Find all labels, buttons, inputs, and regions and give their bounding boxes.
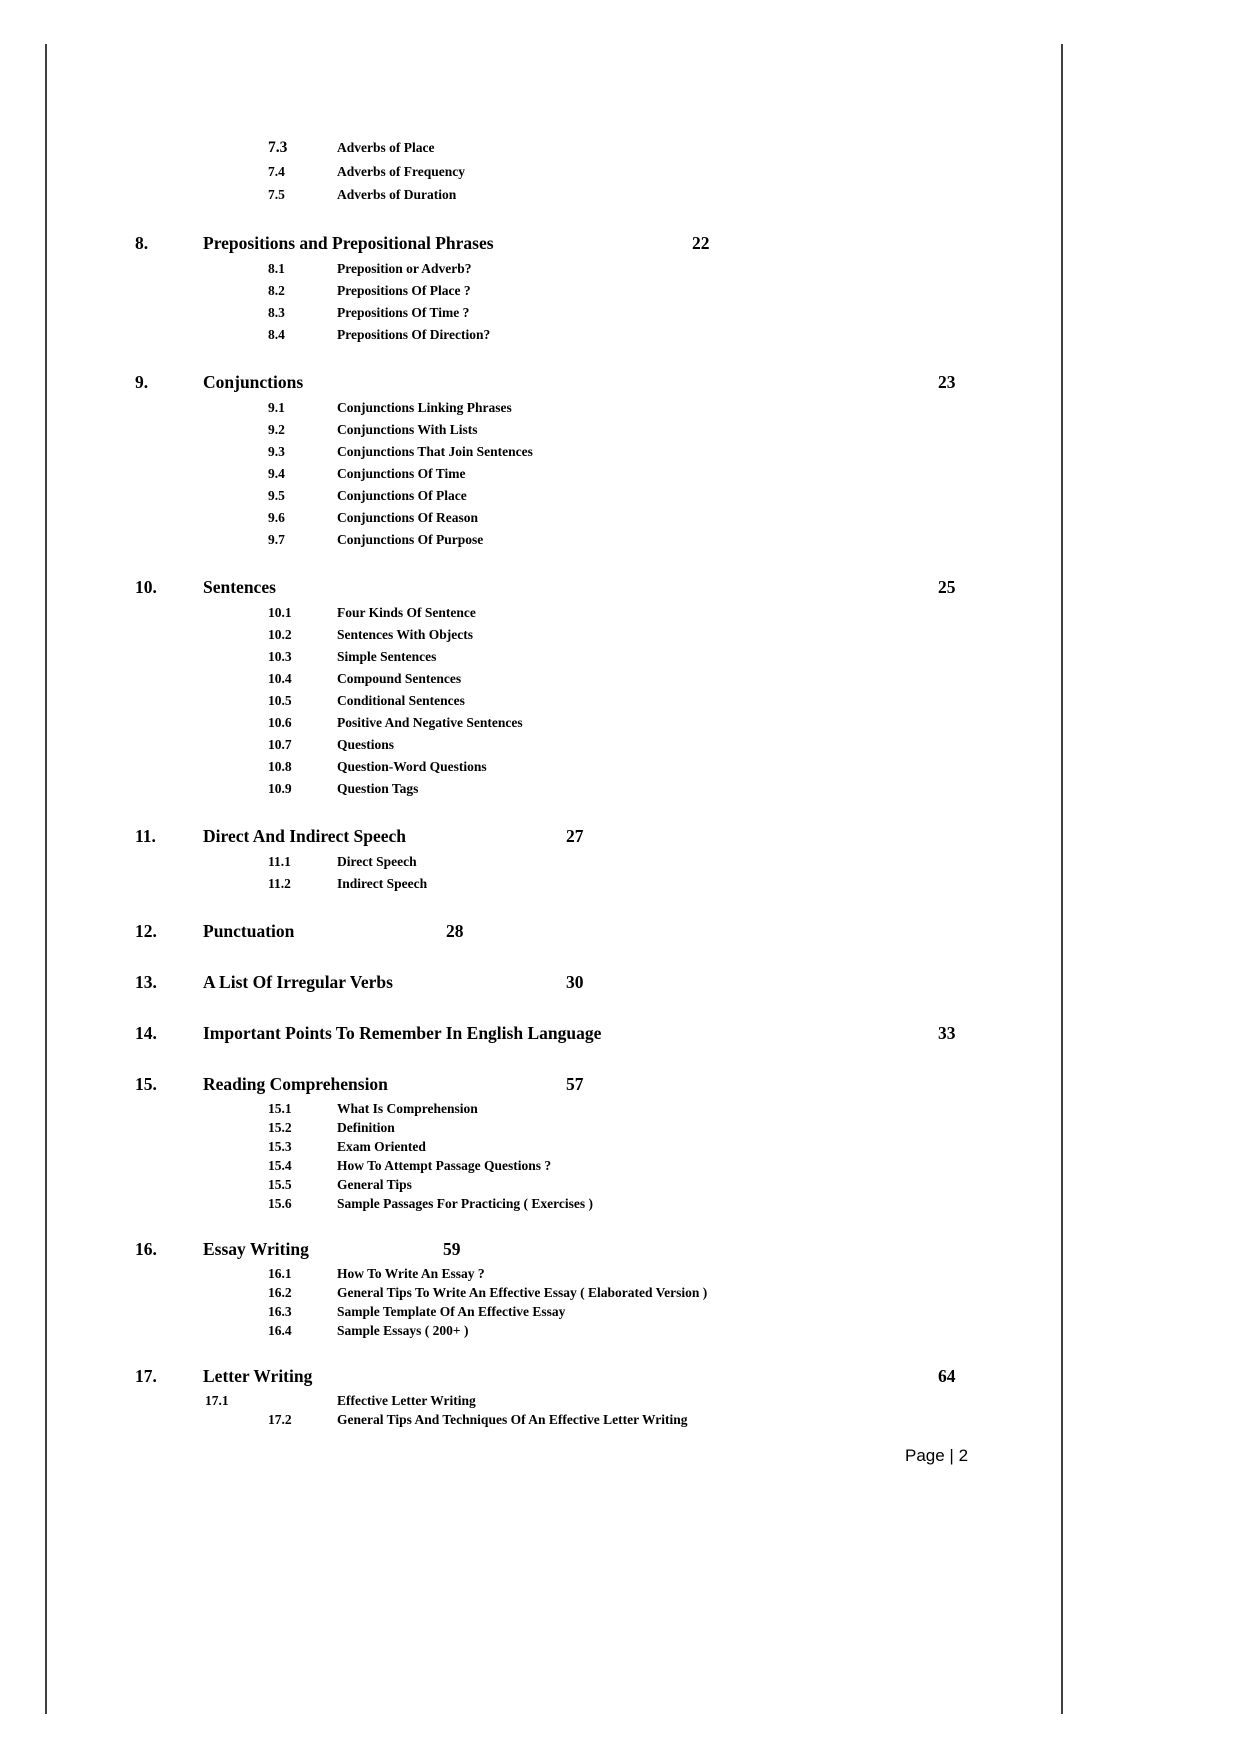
subsection-number: 10.8 [268, 758, 292, 774]
subsection-title: Conjunctions That Join Sentences [337, 443, 533, 459]
toc-section-block [135, 367, 1015, 551]
subsection-title: Sample Passages For Practicing ( Exercises ) [337, 1195, 593, 1211]
subsection-number: 9.2 [268, 421, 285, 437]
subsection-number: 8.1 [268, 260, 285, 276]
toc-subsection-row [135, 1194, 1015, 1213]
toc-subsection-row [135, 1283, 1015, 1302]
section-title: Important Points To Remember In English Language [203, 1022, 602, 1043]
subsection-title: General Tips [337, 1176, 412, 1192]
toc-section-row [135, 821, 1015, 851]
subsection-title: Conjunctions Of Place [337, 487, 467, 503]
section-page-number: 23 [938, 371, 956, 392]
toc-section-block [135, 1018, 1015, 1048]
subsection-title: Questions [337, 736, 395, 752]
section-number: 13. [135, 971, 157, 992]
subsection-number: 16.4 [268, 1322, 292, 1338]
section-title: Punctuation [203, 920, 295, 941]
toc-section-row [135, 367, 1015, 397]
toc-subsection-row [135, 690, 1015, 712]
subsection-number: 10.7 [268, 736, 292, 752]
toc-section-block [135, 821, 1015, 895]
toc-subsection-row [135, 280, 1015, 302]
subsection-title: Indirect Speech [337, 875, 428, 891]
toc-subsection-row [135, 419, 1015, 441]
toc-subsection-row [135, 397, 1015, 419]
toc-subsection-row [135, 778, 1015, 800]
section-title: Prepositions and Prepositional Phrases [203, 232, 494, 253]
subsection-title: Adverbs of Duration [337, 187, 457, 202]
section-title: Letter Writing [203, 1365, 313, 1386]
subsection-title: Conditional Sentences [337, 692, 465, 708]
subsection-number: 9.5 [268, 487, 285, 503]
toc-section-block [135, 572, 1015, 800]
subsection-title: Conjunctions With Lists [337, 421, 478, 437]
section-title: Reading Comprehension [203, 1073, 388, 1094]
subsection-number: 9.1 [268, 399, 285, 415]
section-number: 16. [135, 1238, 157, 1259]
subsection-title: How To Write An Essay ? [337, 1265, 485, 1281]
toc-subsection-row [135, 529, 1015, 551]
section-page-number: 30 [566, 971, 584, 992]
toc-subsection-row [135, 485, 1015, 507]
toc-section-row [135, 228, 1015, 258]
toc-content [135, 136, 1015, 1429]
subsection-number: 10.9 [268, 780, 292, 796]
subsection-title: Question-Word Questions [337, 758, 487, 774]
subsection-title: Prepositions Of Direction? [337, 326, 491, 342]
subsection-title: Question Tags [337, 780, 419, 796]
toc-section-row [135, 1018, 1015, 1048]
section-title: Direct And Indirect Speech [203, 825, 407, 846]
subsection-title: Prepositions Of Time ? [337, 304, 470, 320]
toc-section-block [135, 1069, 1015, 1213]
subsection-number: 10.3 [268, 648, 292, 664]
subsection-number: 10.4 [268, 670, 292, 686]
page-footer: Page | 2 [905, 1446, 969, 1465]
section-page-number: 57 [566, 1073, 584, 1094]
subsection-title: How To Attempt Passage Questions ? [337, 1157, 552, 1173]
subsection-number: 10.5 [268, 692, 292, 708]
toc-section-row [135, 572, 1015, 602]
toc-subsection-row [135, 1175, 1015, 1194]
toc-subsection-row [135, 1099, 1015, 1118]
section-title: A List Of Irregular Verbs [203, 971, 393, 992]
subsection-title: Sentences With Objects [337, 626, 473, 642]
subsection-number: 9.6 [268, 509, 285, 525]
subsection-title: General Tips And Techniques Of An Effective Letter Writing [337, 1411, 688, 1427]
subsection-number: 8.3 [268, 304, 285, 320]
subsection-number: 15.4 [268, 1157, 292, 1173]
subsection-number: 15.6 [268, 1195, 292, 1211]
toc-subsection-row [135, 441, 1015, 463]
toc-subsection-row [135, 668, 1015, 690]
subsection-title: Prepositions Of Place ? [337, 282, 471, 298]
subsection-title: Conjunctions Of Reason [337, 509, 479, 525]
subsection-number: 8.2 [268, 282, 285, 298]
section-title: Sentences [203, 576, 276, 597]
subsection-title: Adverbs of Place [337, 140, 435, 155]
toc-section-block [135, 1234, 1015, 1340]
toc-subsection-row [135, 1118, 1015, 1137]
toc-subsection-row [135, 507, 1015, 529]
subsection-number: 16.2 [268, 1284, 292, 1300]
toc-subsection-row [135, 1264, 1015, 1283]
subsection-number: 11.2 [268, 875, 291, 891]
section-page-number: 28 [446, 920, 464, 941]
subsection-number: 10.6 [268, 714, 292, 730]
toc-section-row [135, 1069, 1015, 1099]
toc-section-row [135, 967, 1015, 997]
page-border-right [1061, 44, 1063, 1714]
subsection-number: 9.7 [268, 531, 285, 547]
subsection-number: 15.3 [268, 1138, 292, 1154]
section-number: 9. [135, 371, 149, 392]
section-page-number: 25 [938, 576, 956, 597]
subsection-title: Definition [337, 1119, 395, 1135]
subsection-number: 17.2 [268, 1411, 292, 1427]
toc-subsection-row [135, 602, 1015, 624]
toc-section-row [135, 1234, 1015, 1264]
toc-section-block [135, 967, 1015, 997]
toc-section-block [135, 1361, 1015, 1429]
subsection-title: Sample Essays ( 200+ ) [337, 1322, 469, 1338]
subsection-title: Compound Sentences [337, 670, 462, 686]
toc-subsection-row [135, 463, 1015, 485]
section-number: 11. [135, 825, 156, 846]
toc-orphan-subsections [135, 136, 1015, 207]
toc-subsection-row [135, 324, 1015, 346]
toc-subsection-row [135, 1156, 1015, 1175]
toc-subsection-row [135, 183, 1015, 207]
subsection-number: 16.3 [268, 1303, 292, 1319]
toc-subsection-row [135, 646, 1015, 668]
toc-subsection-row [135, 1410, 1015, 1429]
section-number: 8. [135, 232, 149, 253]
subsection-number: 15.2 [268, 1119, 292, 1135]
subsection-title: General Tips To Write An Effective Essay ( Elaborated Version ) [337, 1284, 708, 1300]
toc-subsection-row [135, 1391, 1015, 1410]
section-number: 12. [135, 920, 157, 941]
subsection-title: Simple Sentences [337, 648, 437, 664]
toc-subsection-row [135, 302, 1015, 324]
subsection-number: 8.4 [268, 326, 285, 342]
toc-subsection-row [135, 1137, 1015, 1156]
subsection-title: Preposition or Adverb? [337, 260, 472, 276]
toc-subsection-row [135, 624, 1015, 646]
subsection-number: 7.3 [268, 139, 288, 156]
section-number: 15. [135, 1073, 157, 1094]
toc-section-row [135, 916, 1015, 946]
subsection-number: 9.3 [268, 443, 285, 459]
toc-section-block [135, 916, 1015, 946]
section-number: 14. [135, 1022, 157, 1043]
section-page-number: 59 [443, 1238, 461, 1259]
toc-subsection-row [135, 136, 1015, 160]
subsection-number: 16.1 [268, 1265, 292, 1281]
toc-subsection-row [135, 873, 1015, 895]
subsection-title: Conjunctions Of Purpose [337, 531, 484, 547]
toc-subsection-row [135, 712, 1015, 734]
section-page-number: 22 [692, 232, 710, 253]
toc-subsection-row [135, 258, 1015, 280]
toc-section-row [135, 1361, 1015, 1391]
subsection-number: 7.4 [268, 163, 285, 179]
subsection-title: Four Kinds Of Sentence [337, 604, 476, 620]
subsection-number: 17.1 [205, 1392, 229, 1408]
subsection-number: 15.5 [268, 1176, 292, 1192]
subsection-title: Conjunctions Of Time [337, 465, 466, 481]
subsection-number: 9.4 [268, 465, 285, 481]
toc-subsection-row [135, 1321, 1015, 1340]
toc-subsection-row [135, 734, 1015, 756]
toc-subsection-row [135, 851, 1015, 873]
subsection-title: Conjunctions Linking Phrases [337, 399, 512, 415]
section-page-number: 33 [938, 1022, 956, 1043]
subsection-title: Adverbs of Frequency [337, 163, 465, 179]
section-title: Conjunctions [203, 371, 304, 392]
subsection-number: 7.5 [268, 187, 285, 202]
subsection-title: Exam Oriented [337, 1138, 426, 1154]
toc-subsection-row [135, 756, 1015, 778]
section-page-number: 64 [938, 1365, 956, 1386]
toc-subsection-row [135, 160, 1015, 184]
subsection-title: Positive And Negative Sentences [337, 714, 523, 730]
page-border-left [45, 44, 47, 1714]
toc-subsection-row [135, 1302, 1015, 1321]
subsection-number: 11.1 [268, 853, 291, 869]
section-page-number: 27 [566, 825, 584, 846]
section-title: Essay Writing [203, 1238, 309, 1259]
subsection-number: 10.2 [268, 626, 292, 642]
subsection-title: Direct Speech [337, 853, 417, 869]
subsection-title: What Is Comprehension [337, 1100, 478, 1116]
toc-section-block [135, 228, 1015, 346]
section-number: 17. [135, 1365, 157, 1386]
section-number: 10. [135, 576, 157, 597]
subsection-number: 15.1 [268, 1100, 292, 1116]
subsection-title: Sample Template Of An Effective Essay [337, 1303, 566, 1319]
subsection-title: Effective Letter Writing [337, 1392, 476, 1408]
subsection-number: 10.1 [268, 604, 292, 620]
